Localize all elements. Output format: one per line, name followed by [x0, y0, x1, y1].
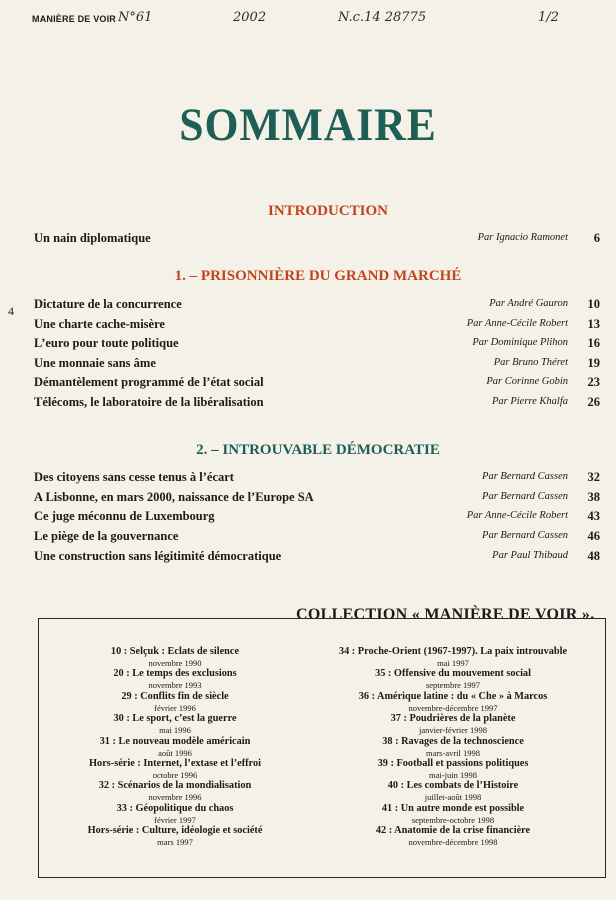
entry-title: Une construction sans légitimité démocratique — [34, 548, 282, 563]
entry-page: 19 — [587, 355, 600, 370]
entry-title: Une monnaie sans âme — [34, 355, 156, 370]
collection-issue-date: novembre-décembre 1998 — [408, 837, 498, 848]
entry-page: 32 — [587, 470, 600, 484]
collection-issue-date: mars 1997 — [157, 837, 193, 848]
entry-page: 38 — [587, 489, 600, 504]
toc-entry — [34, 549, 600, 567]
toc-entry — [34, 231, 600, 249]
entry-page: 43 — [587, 509, 600, 524]
collection-issue-date: août 1996 — [158, 747, 192, 758]
entry-author: Par Bernard Cassen — [482, 471, 568, 482]
entry-author: Par Anne-Cécile Robert — [466, 317, 568, 329]
collection-issue-title: 29 : Conflits fin de siècle — [121, 690, 229, 702]
intro-heading: INTRODUCTION — [267, 203, 388, 219]
collection-issue-date: septembre-octobre 1998 — [411, 814, 495, 825]
entry-page: 16 — [587, 336, 600, 351]
entry-page: 10 — [587, 297, 600, 311]
collection-issue-date: novembre 1996 — [148, 792, 202, 803]
margin-page-number: 4 — [8, 304, 14, 318]
entry-page: 48 — [587, 548, 600, 563]
handwritten-issue-number: N°61 — [118, 10, 153, 25]
page-title: SOMMAIRE — [179, 99, 437, 151]
collection-issue-title: 10 : Selçuk : Eclats de silence — [110, 646, 240, 657]
collection-issue-date: septembre 1997 — [425, 680, 481, 691]
toc-entry — [34, 470, 600, 488]
entry-author: Par Pierre Khalfa — [491, 396, 568, 407]
collection-issue-title: 34 : Proche-Orient (1967-1997). La paix introuvable — [338, 646, 568, 657]
toc-entry — [34, 490, 600, 508]
collection-issue-title: Hors-série : Internet, l’extase et l’effroi — [89, 758, 261, 770]
toc-entry — [34, 336, 600, 354]
collection-issue-date: mai 1996 — [159, 725, 191, 736]
collection-right-column — [318, 646, 588, 848]
collection-issue-title: 37 : Poudrières de la planète — [390, 713, 516, 725]
collection-left-column — [40, 646, 310, 848]
handwritten-catalog-number: N.c.14 28775 — [338, 10, 427, 25]
entry-author: Par Bernard Cassen — [482, 490, 568, 502]
toc-entry — [34, 529, 600, 547]
collection-issue-title: 41 : Un autre monde est possible — [381, 802, 525, 814]
entry-title: Démantèlement programmé de l’état social — [34, 375, 264, 390]
entry-author: Par Ignacio Ramonet — [477, 232, 568, 243]
entry-title: Une charte cache-misère — [34, 316, 165, 331]
collection-issue-date: mars-avril 1998 — [425, 747, 481, 758]
collection-issue-date: février 1996 — [154, 702, 196, 713]
entry-title: Le piège de la gouvernance — [34, 529, 179, 544]
entry-title: L’euro pour toute politique — [34, 336, 179, 351]
collection-issue-title: 36 : Amérique latine : du « Che » à Marcos — [358, 690, 548, 702]
collection-issue-title: 39 : Football et passions politiques — [377, 758, 529, 770]
section-heading: 2. – INTROUVABLE DÉMOCRATIE — [196, 442, 440, 458]
collection-issue-date: novembre-décembre 1997 — [408, 702, 498, 713]
toc-entry — [34, 297, 600, 315]
entry-author: Par André Gauron — [489, 298, 568, 309]
handwritten-year: 2002 — [233, 10, 267, 25]
entry-title: Des citoyens sans cesse tenus à l’écart — [34, 470, 234, 484]
collection-issue-title: 40 : Les combats de l’Histoire — [387, 780, 519, 792]
entry-author: Par Dominique Plihon — [472, 337, 568, 349]
entry-page: 46 — [587, 529, 600, 544]
entry-author: Par Paul Thibaud — [492, 549, 568, 561]
entry-title: Un nain diplomatique — [34, 231, 151, 245]
entry-author: Par Bernard Cassen — [482, 530, 568, 542]
masthead: MANIÈRE DE VOIR — [32, 14, 117, 24]
toc-entry — [34, 375, 600, 393]
toc-entry — [34, 317, 600, 335]
collection-issue-date: novembre 1990 — [148, 658, 202, 668]
collection-issue-date: juillet-août 1998 — [424, 792, 482, 803]
toc-entry — [34, 509, 600, 527]
collection-issue-title: Hors-série : Culture, idéologie et société — [87, 825, 263, 837]
toc-entry — [34, 395, 600, 413]
toc-entry — [34, 356, 600, 374]
entry-author: Par Anne-Cécile Robert — [466, 510, 568, 522]
entry-author: Par Bruno Théret — [493, 356, 568, 368]
entry-title: Ce juge méconnu de Luxembourg — [34, 509, 215, 524]
collection-issue-title: 38 : Ravages de la technoscience — [382, 735, 524, 747]
collection-issue-title: 20 : Le temps des exclusions — [113, 668, 237, 680]
entry-page: 13 — [587, 316, 600, 331]
handwritten-part: 1/2 — [538, 10, 559, 25]
entry-title: Télécoms, le laboratoire de la libéralisation — [34, 395, 264, 409]
section-heading: 1. – PRISONNIÈRE DU GRAND MARCHÉ — [174, 268, 462, 284]
entry-page: 23 — [587, 375, 600, 390]
collection-issue-title: 32 : Scénarios de la mondialisation — [98, 780, 252, 792]
collection-issue-title: 35 : Offensive du mouvement social — [375, 668, 531, 680]
entry-page: 6 — [593, 231, 600, 245]
collection-issue-title: 30 : Le sport, c’est la guerre — [113, 713, 237, 725]
collection-title: COLLECTION « MANIÈRE DE VOIR ». — [296, 606, 595, 623]
entry-title: A Lisbonne, en mars 2000, naissance de l’Europe SA — [34, 489, 314, 504]
entry-page: 26 — [587, 395, 600, 409]
collection-issue-date: janvier-février 1998 — [418, 725, 488, 736]
collection-issue-title: 42 : Anatomie de la crise financière — [375, 825, 531, 837]
entry-title: Dictature de la concurrence — [34, 297, 182, 311]
entry-author: Par Corinne Gobin — [486, 376, 568, 388]
collection-issue-title: 31 : Le nouveau modèle américain — [99, 735, 251, 747]
collection-issue-date: mai 1997 — [437, 658, 469, 668]
collection-issue-title: 33 : Géopolitique du chaos — [116, 802, 234, 814]
collection-issue-date: février 1997 — [154, 814, 196, 825]
collection-issue-date: mai-juin 1998 — [429, 770, 477, 781]
collection-issue-date: novembre 1993 — [148, 680, 202, 691]
collection-issue-date: octobre 1996 — [152, 770, 198, 781]
